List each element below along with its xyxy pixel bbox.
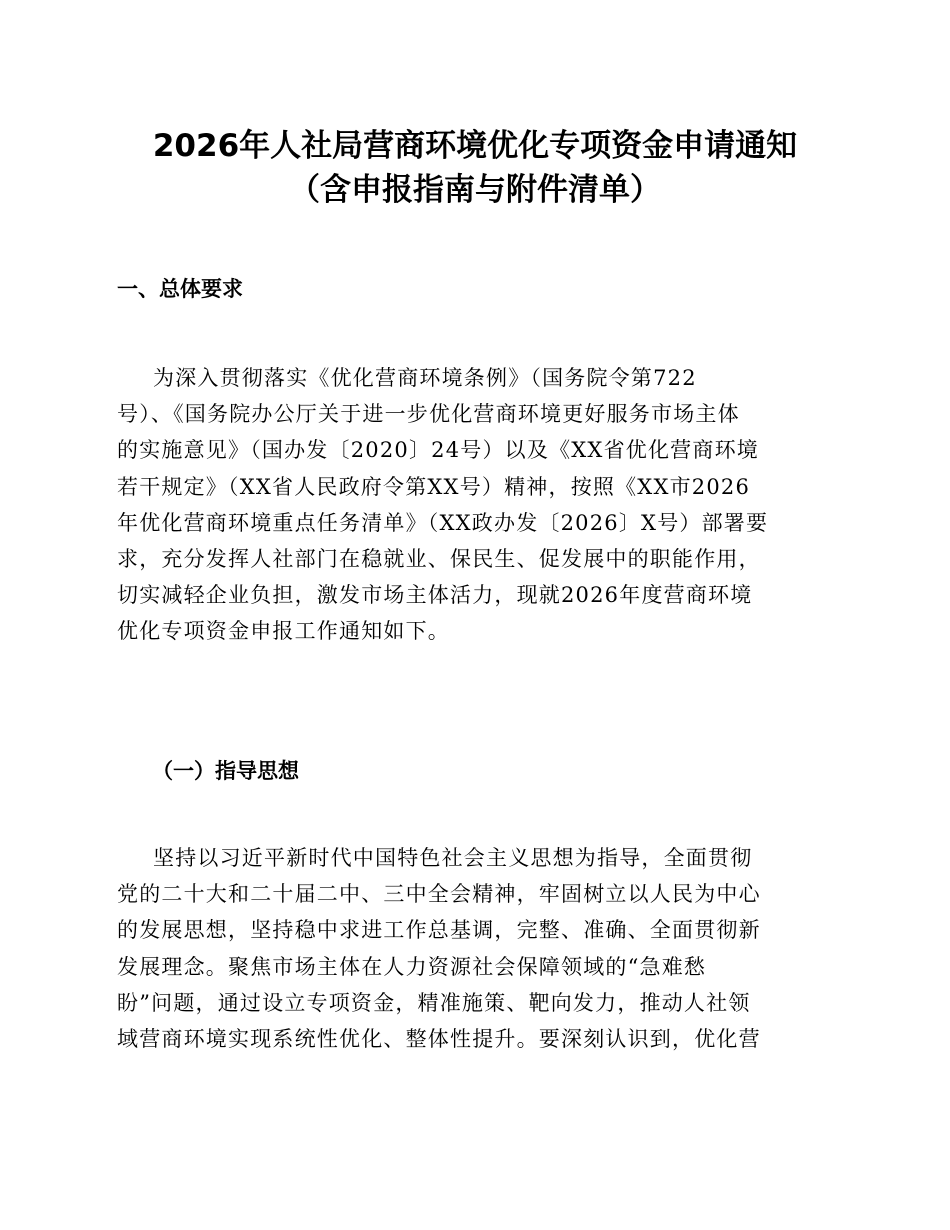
paragraph-line: 优化专项资金申报工作通知如下。 (117, 619, 450, 644)
subsection-1-paragraph (117, 840, 842, 1057)
paragraph-line: 盼”问题，通过设立专项资金，精准施策、靶向发力，推动人社领 (117, 990, 751, 1015)
document-title-line-2: （含申报指南与附件清单） (289, 172, 661, 208)
document-title-line-1: 2026年人社局营商环境优化专项资金申请通知 (152, 128, 798, 164)
paragraph-line: 党的二十大和二十届二中、三中全会精神，牢固树立以人民为中心 (117, 882, 761, 907)
paragraph-line: 为深入贯彻落实《优化营商环境条例》（国务院令第722 (153, 366, 697, 390)
paragraph-line: 发展理念。聚焦市场主体在人力资源社会保障领域的“急难愁 (117, 954, 707, 979)
paragraph-line: 年优化营商环境重点任务清单》（XX政办发〔2026〕X号）部署要 (117, 510, 769, 535)
paragraph-line: 切实减轻企业负担，激发市场主体活力，现就2026年度营商环境 (117, 583, 753, 608)
paragraph-line: 若干规定》（XX省人民政府令第XX号）精神，按照《XX市2026 (117, 474, 751, 499)
paragraph-line: 域营商环境实现系统性优化、整体性提升。要深刻认识到，优化营 (117, 1026, 761, 1051)
section-1-paragraph (117, 360, 842, 650)
section-heading-general-requirements: 一、总体要求 (117, 277, 243, 301)
paragraph-line: 求，充分发挥人社部门在稳就业、保民生、促发展中的职能作用， (117, 546, 761, 571)
paragraph-line: 号）、《国务院办公厅关于进一步优化营商环境更好服务市场主体 (117, 402, 740, 427)
paragraph-line: 的发展思想，坚持稳中求进工作总基调，完整、准确、全面贯彻新 (117, 918, 761, 943)
subsection-heading-guiding-ideology: （一）指导思想 (152, 759, 299, 783)
paragraph-line: 的实施意见》（国办发〔2020〕24号）以及《XX省优化营商环境 (117, 438, 759, 463)
paragraph-line: 坚持以习近平新时代中国特色社会主义思想为指导，全面贯彻 (153, 846, 753, 870)
